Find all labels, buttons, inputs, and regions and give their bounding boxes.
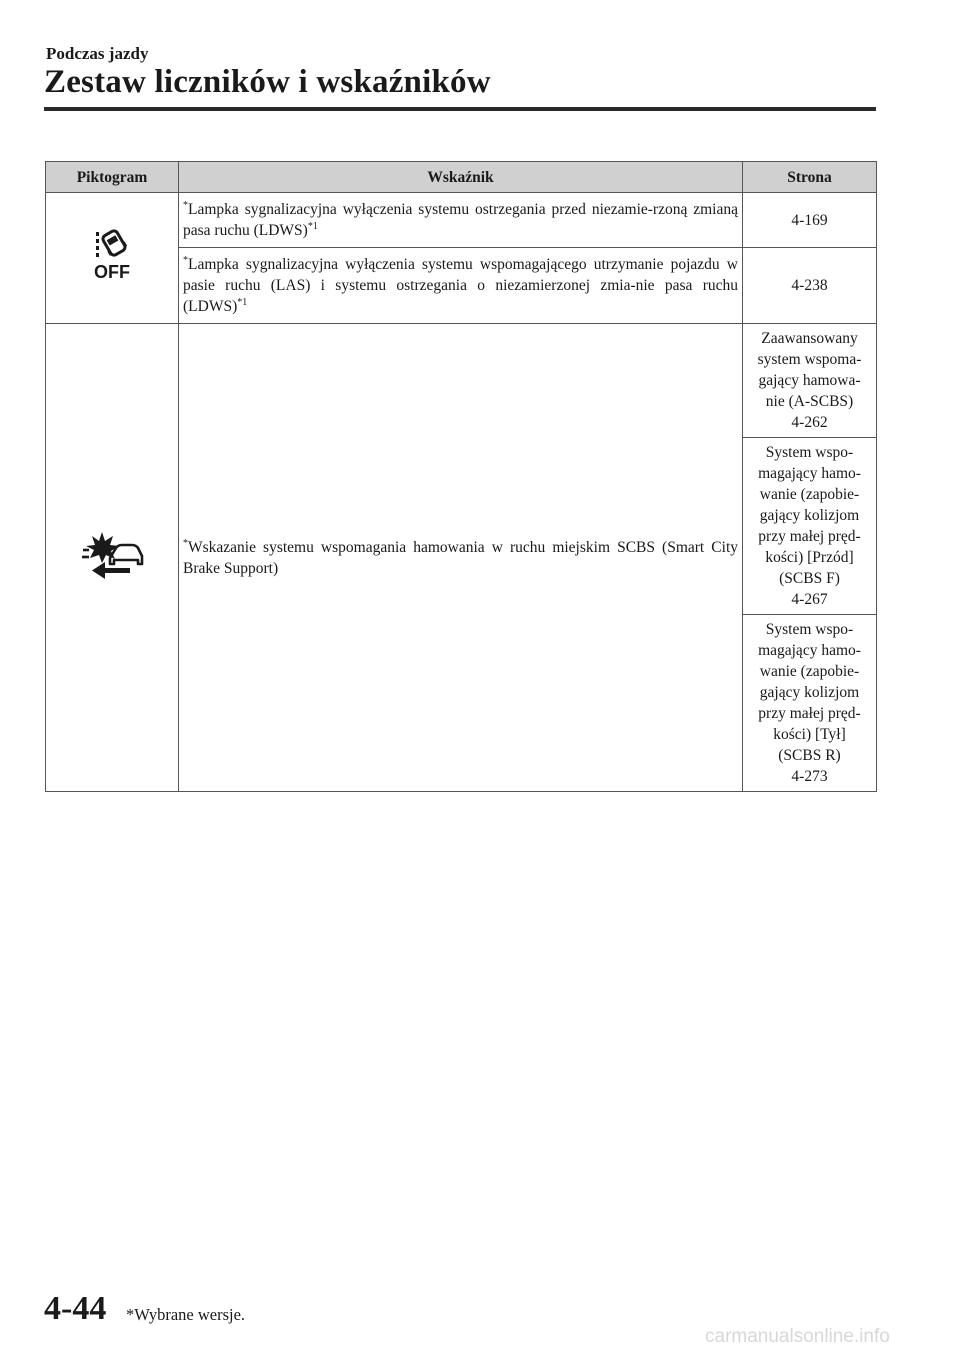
page-number: 4-267 (791, 591, 828, 608)
section-label: Podczas jazdy (46, 44, 149, 63)
table-row (46, 324, 877, 438)
indicator-description: *Lampka sygnalizacyjna wyłączenia systemu wspomagającego utrzymanie pojazdu w pasie ruchu (LAS) i systemu ostrzegania o niezamierzonej zmia-nie pasa ruchu (LDWS)$^{*1}$ (179, 248, 743, 324)
page-label-line: system wspoma- (757, 351, 862, 368)
title-rule (44, 107, 876, 111)
page-label-line: nie (A-SCBS) (765, 393, 854, 410)
page-label-line: kości) [Przód] (765, 549, 854, 566)
page-reference (743, 615, 877, 792)
page-label-line: przy małej pręd- (758, 528, 861, 545)
city-brake-support-icon (80, 530, 144, 586)
column-header-wskaznik: Wskaźnik (179, 162, 743, 193)
lane-departure-off-icon (90, 229, 134, 287)
page-label-line: gający kolizjom (759, 684, 860, 701)
page-title: Zestaw liczników i wskaźników (44, 64, 491, 100)
indicator-table (45, 161, 877, 792)
page-label-line: gający hamowa- (758, 372, 861, 389)
page-reference (743, 438, 877, 615)
page-label-line: magający hamo- (758, 465, 861, 482)
column-header-strona: Strona (743, 162, 877, 193)
page-label-line: wanie (zapobie- (759, 486, 860, 503)
indicator-description: *Lampka sygnalizacyjna wyłączenia systemu ostrzegania przed niezamie-rzoną zmianą pasa ruchu (LDWS)$^{*1}$ (179, 193, 743, 248)
page-label-line: przy małej pręd- (758, 705, 861, 722)
watermark: carmanualsonline.info (705, 1326, 890, 1347)
indicator-description: *Wskazanie systemu wspomagania hamowania w ruchu miejskim SCBS (Smart City Brake Support) (179, 324, 743, 792)
page-label-line: System wspo- (765, 444, 854, 461)
svg-text:OFF: OFF (94, 262, 130, 281)
page-reference: 4-238 (743, 248, 877, 324)
page-reference (743, 324, 877, 438)
page-label-line: kości) [Tył] (773, 726, 846, 743)
column-header-piktogram: Piktogram (46, 162, 179, 193)
page-number: 4-262 (791, 414, 828, 431)
page-label-line: wanie (zapobie- (759, 663, 860, 680)
pictogram-cell (46, 324, 179, 792)
page-label-line: (SCBS R) (778, 747, 841, 764)
page-number: 4-273 (791, 768, 828, 785)
table-header-row (46, 162, 877, 193)
page-label-line: gający kolizjom (759, 507, 860, 524)
page-label-line: System wspo- (765, 621, 854, 638)
footer-page-number: 4-44 (44, 1290, 107, 1327)
footer-note: *Wybrane wersje. (126, 1305, 246, 1324)
table-row (46, 193, 877, 248)
pictogram-cell (46, 193, 179, 324)
page-reference: 4-169 (743, 193, 877, 248)
page-label-line: Zaawansowany (761, 330, 858, 347)
page-label-line: magający hamo- (758, 642, 861, 659)
page-label-line: (SCBS F) (779, 570, 840, 587)
